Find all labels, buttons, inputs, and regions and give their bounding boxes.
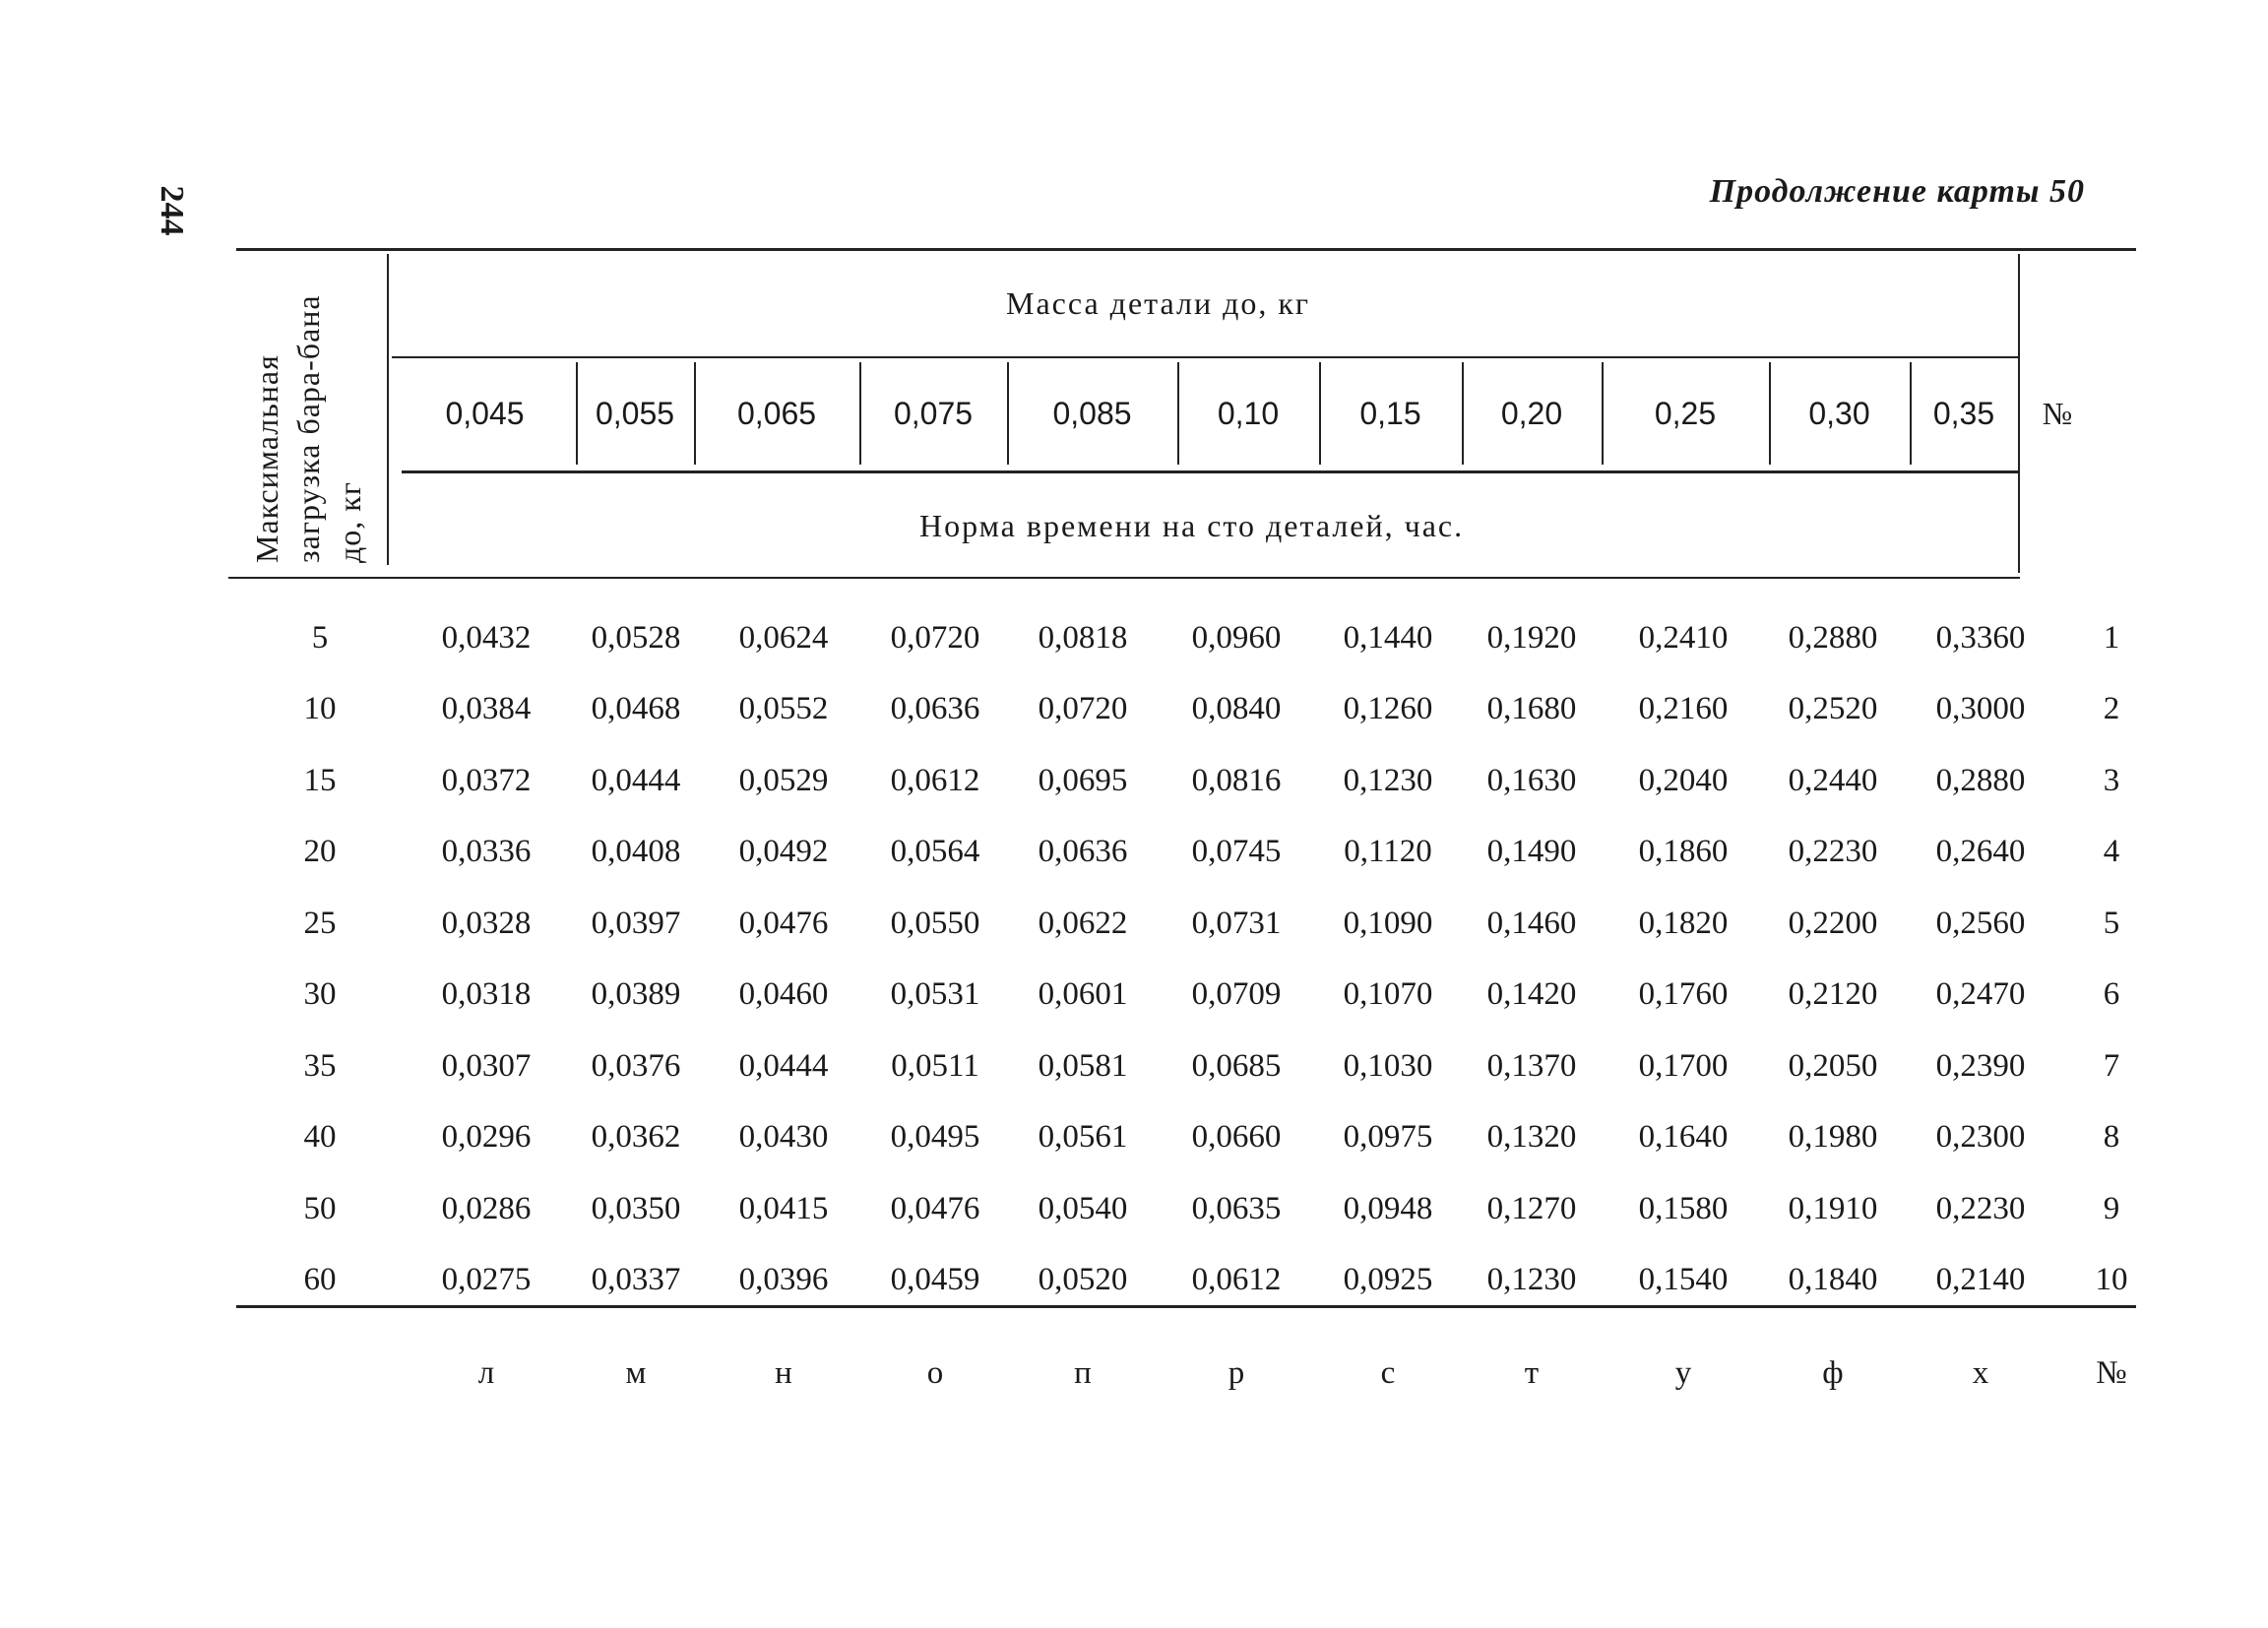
norm-cell: 0,1760	[1638, 976, 1729, 1012]
table-row	[226, 680, 2120, 739]
column-letter: у	[1674, 1354, 1692, 1391]
norm-cell: 0,0476	[890, 1190, 980, 1226]
norm-cell: 0,1860	[1638, 834, 1729, 869]
norm-cell: 0,2040	[1638, 762, 1729, 798]
norm-cell: 0,0492	[738, 834, 829, 869]
norm-cell: 0,0816	[1191, 762, 1282, 798]
norm-cell: 0,0275	[441, 1262, 532, 1297]
norm-cell: 0,0307	[441, 1047, 532, 1084]
norm-cell: 0,0550	[890, 905, 980, 941]
table-row	[226, 1108, 2120, 1167]
norm-cell: 0,1460	[1486, 905, 1577, 941]
norm-cell: 0,2230	[1788, 834, 1878, 869]
mass-cell-divider	[694, 362, 696, 465]
column-letter: о	[926, 1354, 944, 1391]
load-column-header	[244, 258, 372, 563]
column-letter: н	[775, 1354, 792, 1391]
norm-cell: 0,1980	[1788, 1119, 1878, 1155]
row-number-cell: 8	[2103, 1119, 2120, 1155]
load-cell: 30	[303, 976, 337, 1012]
mass-cell: 0,055	[595, 395, 675, 431]
column-letter: с	[1380, 1354, 1396, 1391]
norm-cell: 0,2560	[1935, 905, 2026, 941]
mass-cell: 0,15	[1359, 395, 1421, 431]
column-letter: п	[1074, 1354, 1092, 1391]
column-letters-row	[226, 1339, 2127, 1408]
norm-cell: 0,1920	[1486, 619, 1577, 656]
norm-cell: 0,1030	[1343, 1047, 1433, 1084]
norm-cell: 0,1820	[1638, 905, 1729, 941]
norm-cell: 0,0286	[441, 1190, 532, 1226]
row-number-cell: 10	[2095, 1262, 2128, 1297]
table-top-rule	[236, 248, 2136, 251]
mass-cell-divider	[1769, 362, 1771, 465]
norm-cell: 0,2440	[1788, 762, 1878, 798]
load-column-header-text: Максимальная загрузка бара-бана до, кг	[249, 294, 367, 563]
table-row	[226, 1251, 2128, 1310]
norm-cell: 0,0581	[1038, 1047, 1128, 1084]
mass-cell-divider	[1462, 362, 1464, 465]
table-row	[226, 823, 2120, 882]
norm-cell: 0,2640	[1935, 834, 2026, 869]
mass-cell: 0,35	[1932, 395, 1995, 431]
mass-cell: 0,20	[1500, 395, 1563, 431]
norm-cell: 0,0476	[738, 905, 829, 941]
norm-cell: 0,0520	[1038, 1262, 1128, 1297]
norm-cell: 0,1120	[1344, 834, 1432, 869]
norm-cell: 0,0384	[441, 691, 532, 726]
norm-cell: 0,2160	[1638, 691, 1729, 726]
norm-cell: 0,0948	[1343, 1190, 1433, 1226]
norm-cell: 0,1840	[1788, 1262, 1878, 1297]
norm-cell: 0,0636	[890, 691, 980, 726]
norm-cell: 0,0720	[1038, 691, 1128, 726]
column-letter: л	[477, 1354, 495, 1391]
norm-cell: 0,2880	[1788, 619, 1878, 656]
table-row	[226, 966, 2120, 1025]
norm-cell: 0,0552	[738, 691, 829, 726]
norm-cell: 0,0601	[1038, 976, 1128, 1012]
norm-cell: 0,0296	[441, 1119, 532, 1155]
mass-cell: 0,30	[1808, 395, 1870, 431]
norm-cell: 0,0397	[591, 905, 681, 941]
load-cell: 10	[303, 691, 337, 726]
norm-cell: 0,0731	[1191, 905, 1282, 941]
norm-cell: 0,0430	[738, 1119, 829, 1155]
norm-cell: 0,0709	[1191, 976, 1282, 1012]
norm-cell: 0,0511	[891, 1047, 979, 1084]
column-letter: х	[1972, 1354, 1989, 1391]
norm-cell: 0,0612	[1191, 1262, 1282, 1297]
norm-cell: 0,1370	[1486, 1047, 1577, 1084]
norm-cell: 0,2200	[1788, 905, 1878, 941]
norm-cell: 0,0389	[591, 976, 681, 1012]
norm-cell: 0,0975	[1343, 1119, 1433, 1155]
norm-cell: 0,0372	[441, 762, 532, 798]
norm-cell: 0,0840	[1191, 691, 1282, 726]
norm-cell: 0,1630	[1486, 762, 1577, 798]
norm-cell: 0,0460	[738, 976, 829, 1012]
mass-cell-divider	[859, 362, 861, 465]
column-letter: ф	[1822, 1354, 1844, 1391]
load-cell: 50	[303, 1190, 337, 1226]
norm-cell: 0,0362	[591, 1119, 681, 1155]
number-header: №	[2042, 395, 2073, 431]
norm-cell: 0,0636	[1038, 834, 1128, 869]
norm-cell: 0,0960	[1191, 619, 1282, 656]
norm-cell: 0,2140	[1935, 1262, 2026, 1297]
mass-cell: 0,085	[1052, 395, 1132, 431]
row-number-cell: 3	[2103, 762, 2120, 798]
mass-cell: 0,25	[1654, 395, 1717, 431]
column-letter: р	[1228, 1354, 1245, 1391]
norm-cell: 0,0564	[890, 834, 980, 869]
norm-cell: 0,2520	[1788, 691, 1878, 726]
mass-bottom-rule	[402, 470, 2020, 473]
norm-cell: 0,2050	[1788, 1047, 1878, 1084]
norm-cell: 0,0376	[591, 1047, 681, 1084]
mass-cell-divider	[1177, 362, 1179, 465]
norm-cell: 0,0337	[591, 1262, 681, 1297]
mass-cell: 0,065	[736, 395, 817, 431]
norm-cell: 0,0540	[1038, 1190, 1128, 1226]
norm-cell: 0,1230	[1343, 762, 1433, 798]
norm-cell: 0,1320	[1486, 1119, 1577, 1155]
norm-cell: 0,0624	[738, 619, 829, 656]
load-cell: 25	[303, 905, 337, 941]
row-number-cell: 5	[2103, 905, 2120, 941]
norm-cell: 0,1580	[1638, 1190, 1729, 1226]
norm-cell: 0,1910	[1788, 1190, 1878, 1226]
mass-cell: 0,10	[1217, 395, 1280, 431]
norm-cell: 0,3000	[1935, 691, 2026, 726]
table-row	[226, 751, 2120, 810]
norm-cell: 0,1420	[1486, 976, 1577, 1012]
norm-cell: 0,0528	[591, 619, 681, 656]
norm-cell: 0,0408	[591, 834, 681, 869]
norm-cell: 0,0660	[1191, 1119, 1282, 1155]
norm-cell: 0,1490	[1486, 834, 1577, 869]
load-cell: 15	[303, 762, 337, 798]
norm-cell: 0,0531	[890, 976, 980, 1012]
norm-cell: 0,1700	[1638, 1047, 1729, 1084]
mass-header: Масса детали до, кг	[1006, 285, 1311, 321]
norm-cell: 0,0495	[890, 1119, 980, 1155]
row-number-cell: 1	[2103, 619, 2120, 656]
table-row	[226, 1179, 2120, 1238]
norm-cell: 0,3360	[1935, 619, 2026, 656]
row-number-cell: 7	[2103, 1047, 2120, 1084]
norm-cell: 0,0328	[441, 905, 532, 941]
norm-cell: 0,1070	[1343, 976, 1433, 1012]
norm-cell: 0,0925	[1343, 1262, 1433, 1297]
norm-cell: 0,1540	[1638, 1262, 1729, 1297]
load-cell: 5	[311, 619, 329, 656]
norm-cell: 0,1260	[1343, 691, 1433, 726]
norm-cell: 0,0468	[591, 691, 681, 726]
norm-cell: 0,0396	[738, 1262, 829, 1297]
norm-cell: 0,1090	[1343, 905, 1433, 941]
page-number: 244	[154, 185, 190, 236]
mass-cell-divider	[1602, 362, 1604, 465]
norm-cell: 0,0350	[591, 1190, 681, 1226]
norm-cell: 0,0635	[1191, 1190, 1282, 1226]
mass-cell: 0,075	[893, 395, 974, 431]
norm-cell: 0,1270	[1486, 1190, 1577, 1226]
norm-cell: 0,0612	[890, 762, 980, 798]
norm-cell: 0,1680	[1486, 691, 1577, 726]
load-cell: 40	[303, 1119, 337, 1155]
norm-cell: 0,0444	[738, 1047, 829, 1084]
norm-cell: 0,0561	[1038, 1119, 1128, 1155]
norm-cell: 0,0529	[738, 762, 829, 798]
norm-header: Норма времени на сто деталей, час.	[919, 508, 1465, 543]
norm-cell: 0,0432	[441, 619, 532, 656]
norm-cell: 0,0685	[1191, 1047, 1282, 1084]
norm-cell: 0,1440	[1343, 619, 1433, 656]
norm-cell: 0,0695	[1038, 762, 1128, 798]
mass-cell-divider	[1319, 362, 1321, 465]
load-cell: 35	[303, 1047, 337, 1084]
mass-rule	[392, 356, 2020, 358]
norm-cell: 0,2230	[1935, 1190, 2026, 1226]
norm-cell: 0,2410	[1638, 619, 1729, 656]
load-cell: 20	[303, 834, 337, 869]
norm-cell: 0,2390	[1935, 1047, 2026, 1084]
norm-cell: 0,0336	[441, 834, 532, 869]
norm-cell: 0,0818	[1038, 619, 1128, 656]
norm-cell: 0,0444	[591, 762, 681, 798]
row-number-cell: 2	[2103, 691, 2120, 726]
norm-cell: 0,2470	[1935, 976, 2026, 1012]
table-row	[226, 1036, 2120, 1096]
norm-cell: 0,2300	[1935, 1119, 2026, 1155]
row-number-cell: 4	[2103, 834, 2120, 869]
norm-cell: 0,1230	[1486, 1262, 1577, 1297]
mass-cell-divider	[1910, 362, 1912, 465]
row-number-cell: 9	[2103, 1190, 2120, 1226]
norm-cell: 0,0318	[441, 976, 532, 1012]
header-bottom-rule	[228, 577, 2020, 579]
load-column-divider	[387, 254, 389, 565]
norm-cell: 0,0745	[1191, 834, 1282, 869]
norm-cell: 0,2120	[1788, 976, 1878, 1012]
norm-cell: 0,0415	[738, 1190, 829, 1226]
column-letter: м	[625, 1354, 647, 1391]
continuation-caption: Продолжение карты 50	[1709, 173, 2085, 210]
row-number-cell: 6	[2103, 976, 2120, 1012]
norm-cell: 0,2880	[1935, 762, 2026, 798]
mass-cell-divider	[576, 362, 578, 465]
column-letters-number: №	[2096, 1354, 2127, 1391]
table-row	[226, 894, 2120, 953]
load-cell: 60	[303, 1262, 337, 1297]
mass-cell-divider	[1007, 362, 1009, 465]
norm-cell: 0,0622	[1038, 905, 1128, 941]
mass-cell: 0,045	[445, 395, 525, 431]
column-letter: т	[1524, 1354, 1540, 1391]
norm-cell: 0,0720	[890, 619, 980, 656]
table-row	[226, 608, 2120, 667]
norm-cell: 0,0459	[890, 1262, 980, 1297]
norm-cell: 0,1640	[1638, 1119, 1729, 1155]
